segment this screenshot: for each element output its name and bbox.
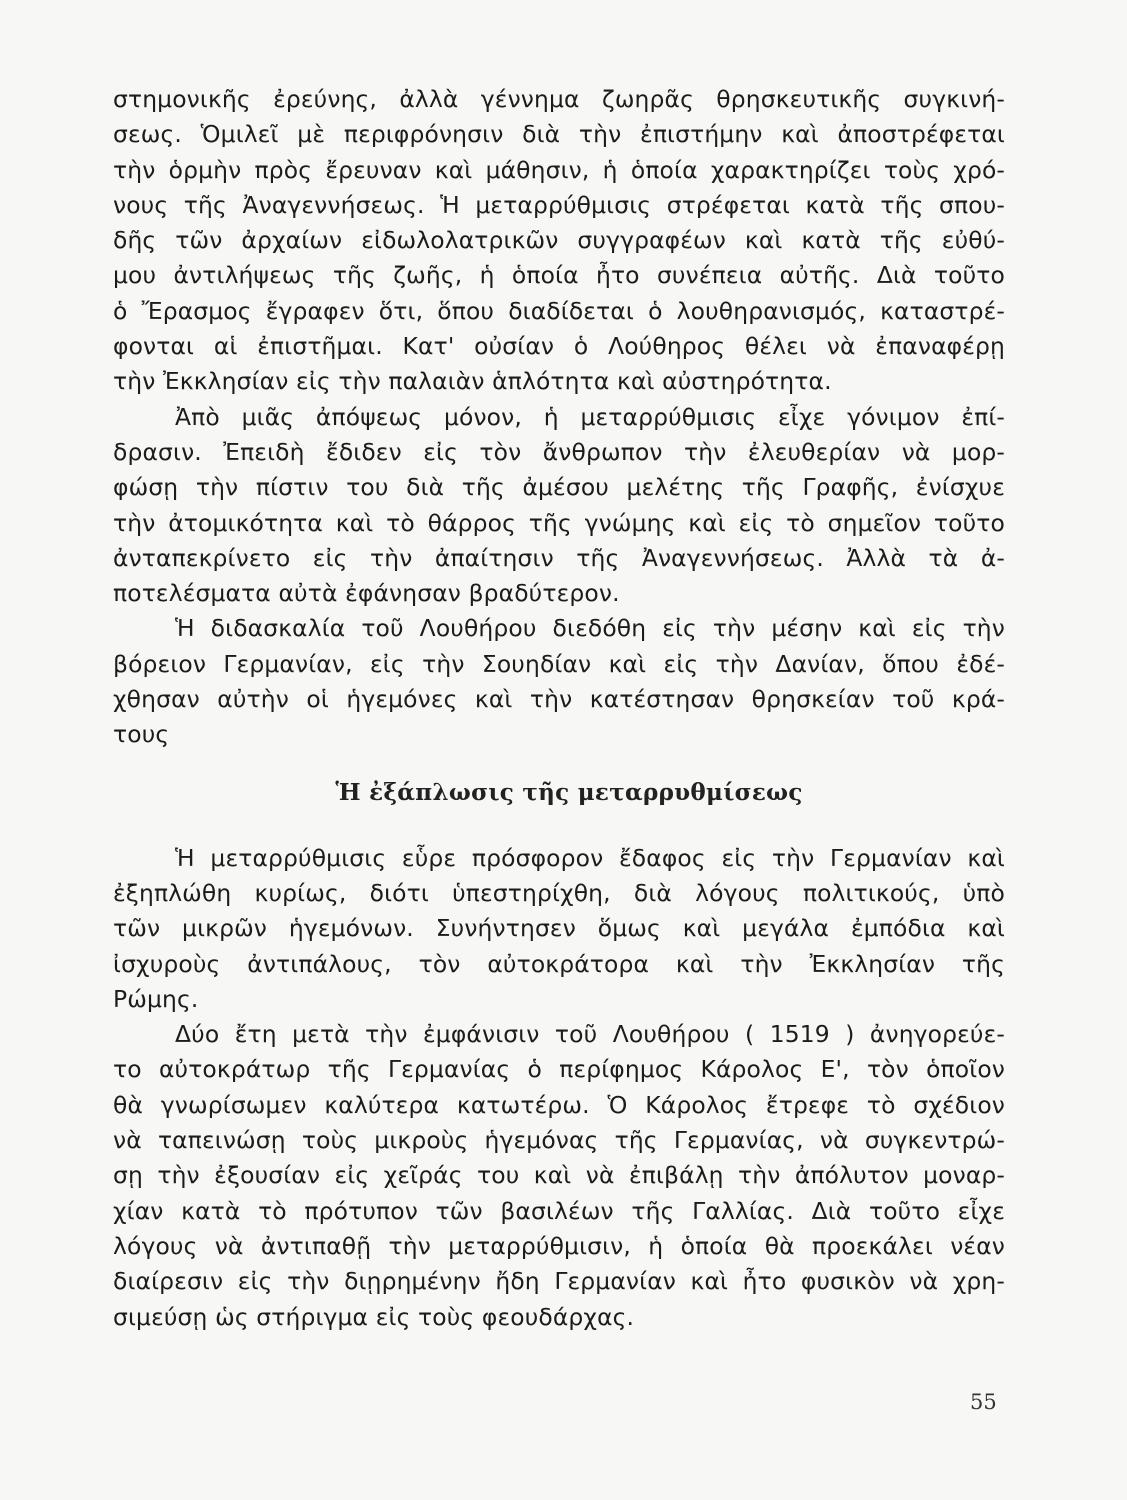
paragraph xyxy=(113,82,1005,400)
text-line: σιμεύσῃ ὡς στήριγμα εἰς τοὺς φεουδάρχας. xyxy=(113,1302,635,1331)
text-line: Ἡ διδασκαλία τοῦ Λουθήρου διεδόθη εἰς τὴν μέσην καὶ εἰς τὴν xyxy=(175,614,1005,643)
text-line: ποτελέσματα αὐτὰ ἐφάνησαν βραδύτερον. xyxy=(113,579,620,608)
text-line: λόγους νὰ ἀντιπαθῇ τὴν μεταρρύθμισιν, ἡ ὁποία θὰ προεκάλει νέαν xyxy=(113,1231,1005,1260)
text-line: το αὐτοκράτωρ τῆς Γερμανίας ὁ περίφημος Κάρολος Ε', τὸν ὁποῖον xyxy=(113,1055,1005,1084)
text-line: σῃ τὴν ἐξουσίαν εἰς χεῖράς του καὶ νὰ ἐπιβάλῃ τὴν ἀπόλυτον μοναρ- xyxy=(113,1161,1005,1190)
text-line: τῶν μικρῶν ἡγεμόνων. Συνήντησεν ὅμως καὶ μεγάλα ἐμπόδια καὶ xyxy=(113,914,1005,943)
text-section-before-heading xyxy=(113,82,1005,753)
text-line: ἰσχυροὺς ἀντιπάλους, τὸν αὐτοκράτορα καὶ τὴν Ἐκκλησίαν τῆς xyxy=(113,949,1005,978)
text-line: στημονικῆς ἐρεύνης, ἀλλὰ γέννημα ζωηρᾶς θρησκευτικῆς συγκινή- xyxy=(113,85,1005,113)
text-line: θὰ γνωρίσωμεν καλύτερα κατωτέρω. Ὁ Κάρολος ἔτρεφε τὸ σχέδιον xyxy=(113,1090,1005,1119)
text-line: ὁ Ἔρασμος ἔγραφεν ὅτι, ὅπου διαδίδεται ὁ λουθηρανισμός, καταστρέ- xyxy=(113,296,1005,325)
text-line: νους τῆς Ἀναγεννήσεως. Ἡ μεταρρύθμισις στρέφεται κατὰ τῆς σπου- xyxy=(113,190,1005,219)
text-line: τους xyxy=(113,720,170,749)
text-line: σεως. Ὁμιλεῖ μὲ περιφρόνησιν διὰ τὴν ἐπιστήμην καὶ ἀποστρέφεται xyxy=(113,120,1005,149)
page-number: 55 xyxy=(970,1390,997,1414)
text-line: τὴν ἀτομικότητα καὶ τὸ θάρρος τῆς γνώμης καὶ εἰς τὸ σημεῖον τοῦτο xyxy=(113,508,1005,537)
text-line: ἐξηπλώθη κυρίως, διότι ὑπεστηρίχθη, διὰ λόγους πολιτικούς, ὑπὸ xyxy=(113,878,1005,907)
text-line: φώσῃ τὴν πίστιν του διὰ τῆς ἀμέσου μελέτης τῆς Γραφῆς, ἐνίσχυε xyxy=(113,473,1005,502)
text-line: ἀνταπεκρίνετο εἰς τὴν ἀπαίτησιν τῆς Ἀναγεννήσεως. Ἀλλὰ τὰ ἀ- xyxy=(113,543,1005,572)
text-line: βόρειον Γερμανίαν, εἰς τὴν Σουηδίαν καὶ εἰς τὴν Δανίαν, ὅπου ἐδέ- xyxy=(113,649,1005,678)
text-line: Ρώμης. xyxy=(113,984,199,1013)
text-line: χθησαν αὐτὴν οἱ ἡγεμόνες καὶ τὴν κατέστησαν θρησκείαν τοῦ κρά- xyxy=(113,685,1005,714)
text-line: τὴν ὁρμὴν πρὸς ἔρευναν καὶ μάθησιν, ἡ ὁποία χαρακτηρίζει τοὺς χρό- xyxy=(113,155,1005,184)
paragraph xyxy=(113,611,1005,752)
text-line: δρασιν. Ἐπειδὴ ἔδιδεν εἰς τὸν ἄνθρωπον τὴν ἐλευθερίαν νὰ μορ- xyxy=(113,437,1005,466)
text-line: Ἡ μεταρρύθμισις εὗρε πρόσφορον ἔδαφος εἰς τὴν Γερμανίαν καὶ xyxy=(175,843,1005,872)
text-line: Ἀπὸ μιᾶς ἀπόψεως μόνον, ἡ μεταρρύθμισις εἶχε γόνιμον ἐπί- xyxy=(175,402,1005,431)
text-section-after-heading xyxy=(113,841,1005,1335)
text-line: φονται αἱ ἐπιστῆμαι. Κατ' οὐσίαν ὁ Λούθηρος θέλει νὰ ἐπαναφέρῃ xyxy=(113,332,1005,361)
text-line: νὰ ταπεινώσῃ τοὺς μικροὺς ἡγεμόνας τῆς Γερμανίας, νὰ συγκεντρώ- xyxy=(113,1126,1005,1155)
paragraph xyxy=(113,841,1005,1017)
paragraph xyxy=(113,1017,1005,1335)
text-line: δῆς τῶν ἀρχαίων εἰδωλολατρικῶν συγγραφέων καὶ κατὰ τῆς εὐθύ- xyxy=(113,226,1005,255)
text-line: μου ἀντιλήψεως τῆς ζωῆς, ἡ ὁποία ἦτο συνέπεια αὐτῆς. Διὰ τοῦτο xyxy=(113,261,1005,290)
text-line: Δύο ἔτη μετὰ τὴν ἐμφάνισιν τοῦ Λουθήρου ( 1519 ) ἀνηγορεύε- xyxy=(175,1020,1005,1049)
body-text xyxy=(113,82,1005,1335)
text-line: χίαν κατὰ τὸ πρότυπον τῶν βασιλέων τῆς Γαλλίας. Διὰ τοῦτο εἶχε xyxy=(113,1196,1005,1225)
text-line: διαίρεσιν εἰς τὴν διῃρημένην ἤδη Γερμανίαν καὶ ἦτο φυσικὸν νὰ χρη- xyxy=(113,1267,1005,1296)
paragraph xyxy=(113,400,1005,612)
section-heading: Ἡ ἐξάπλωσις τῆς μεταρρυθμίσεως xyxy=(335,778,803,806)
text-line: τὴν Ἐκκλησίαν εἰς τὴν παλαιὰν ἁπλότητα καὶ αὐστηρότητα. xyxy=(113,367,832,396)
